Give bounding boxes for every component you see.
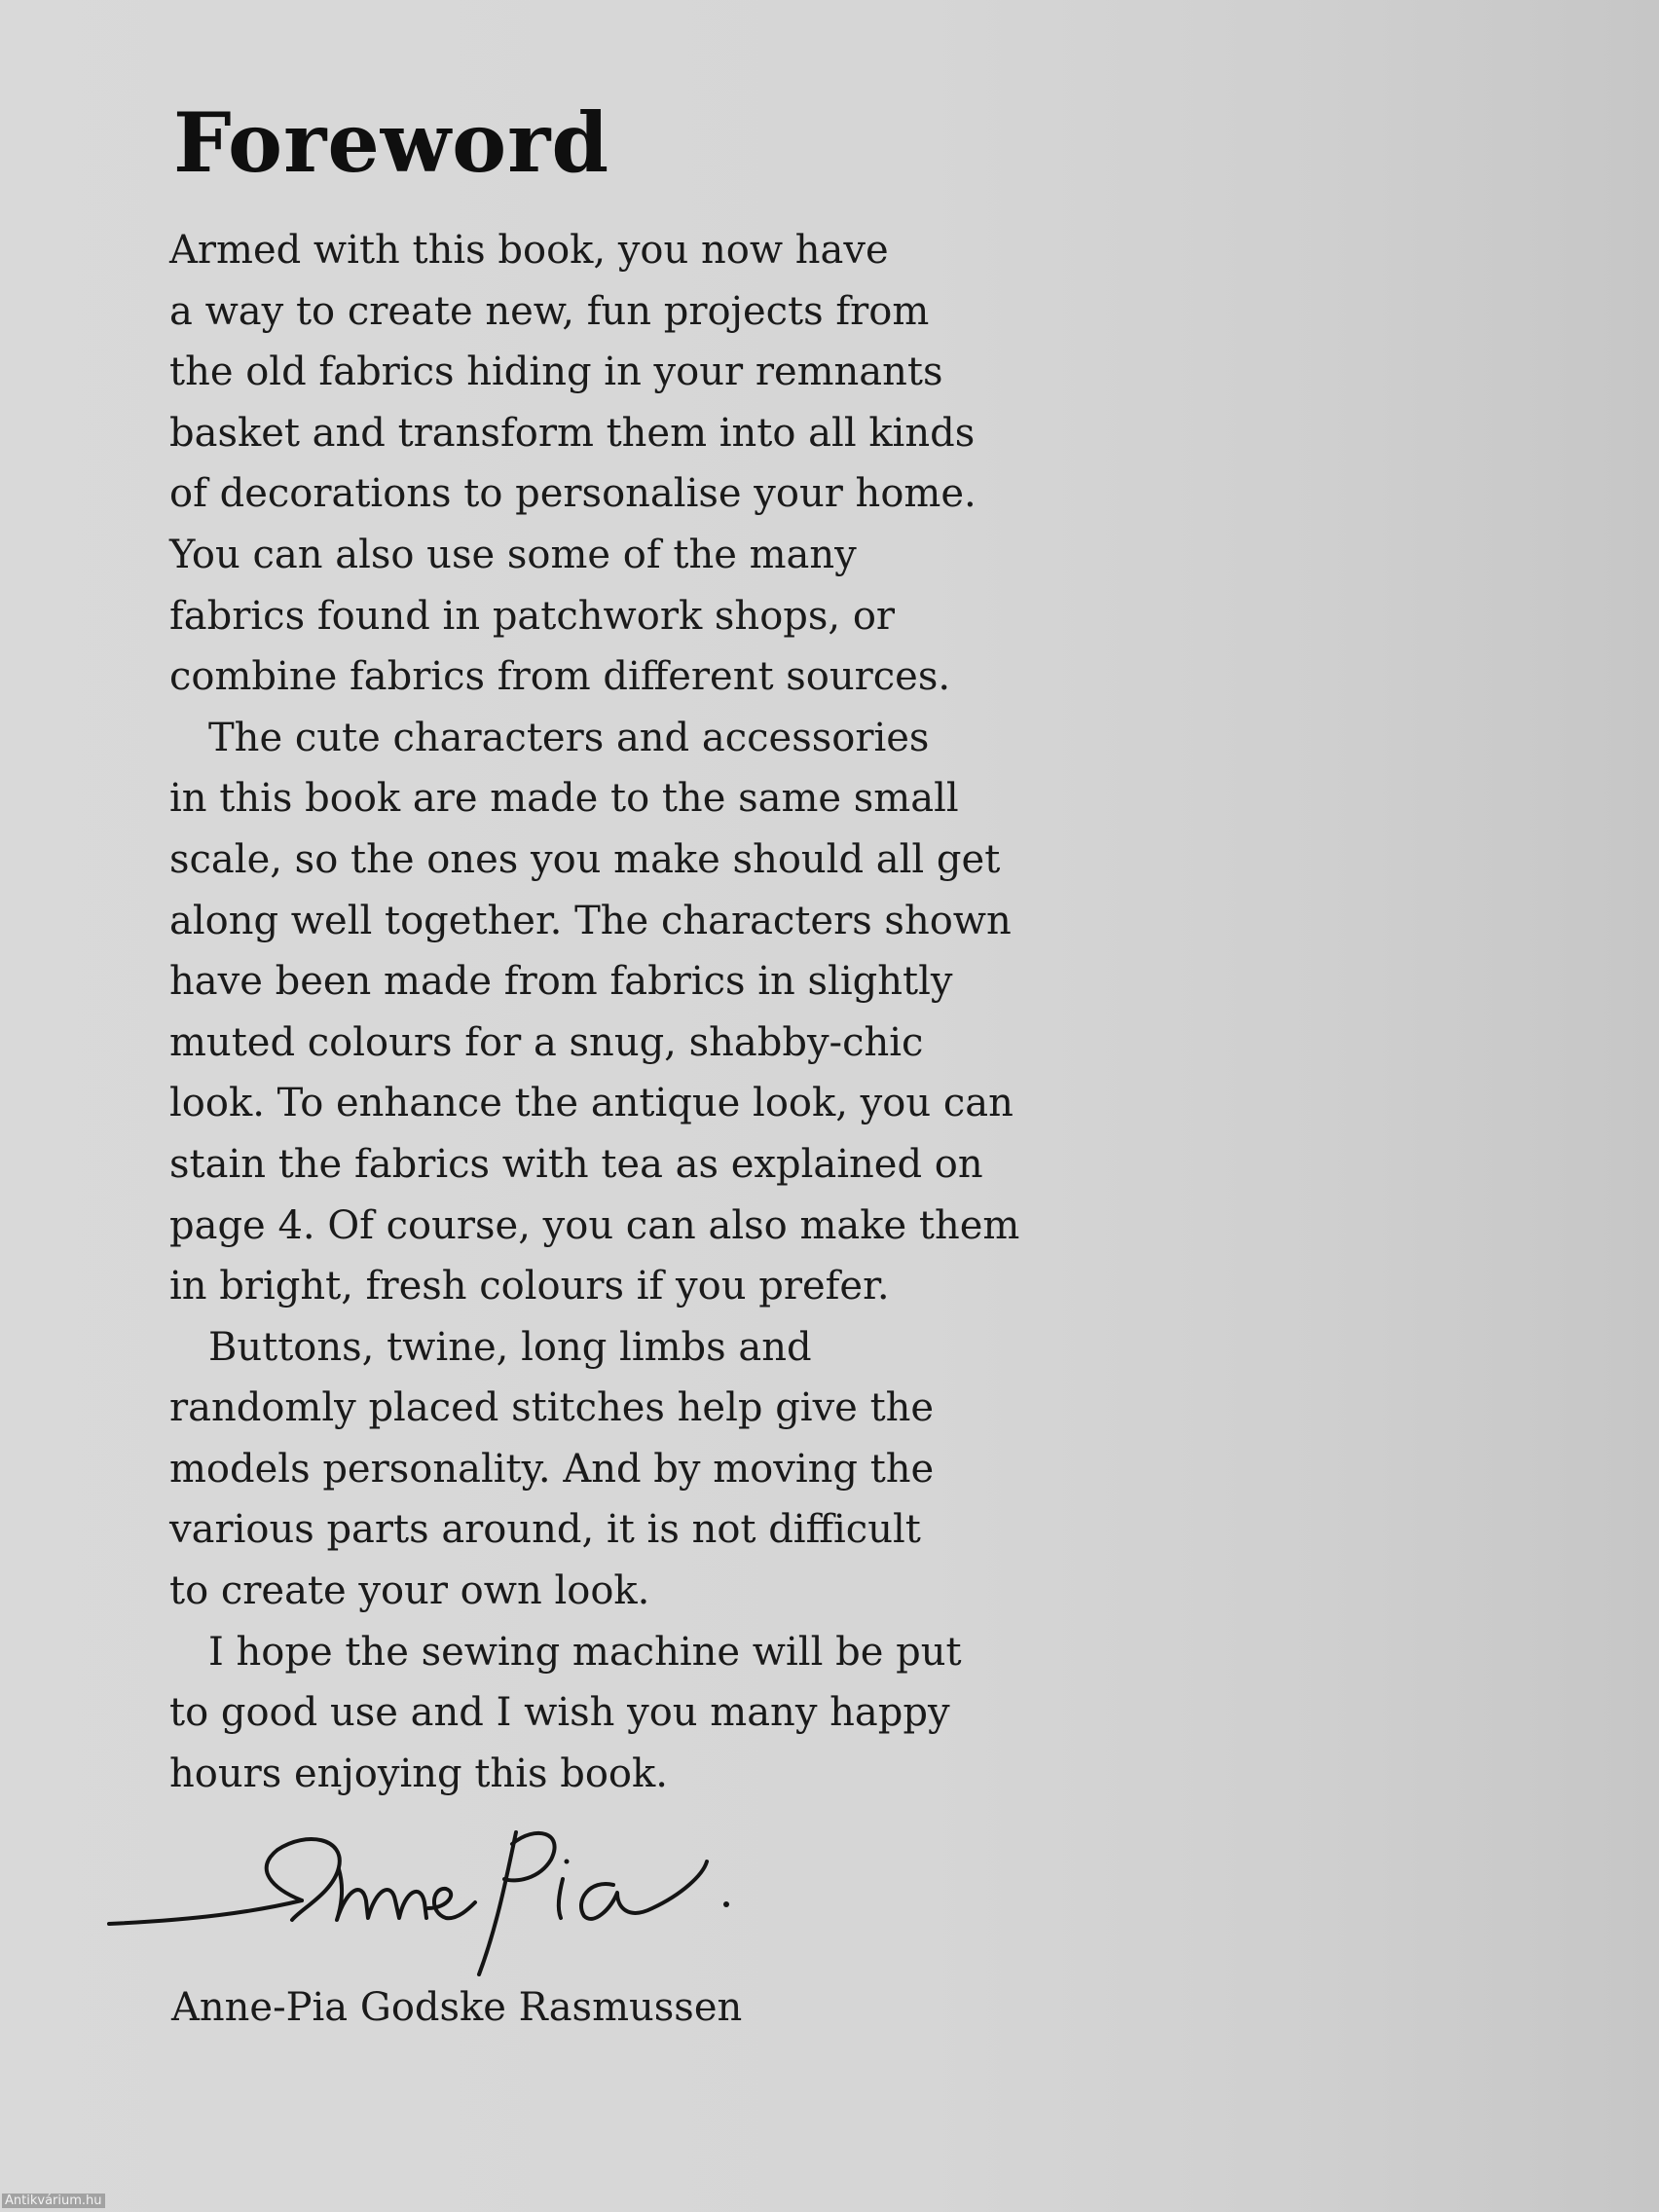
page-title: Foreword [173, 94, 610, 191]
text-line: scale, so the ones you make should all get [169, 836, 1001, 882]
text-line: fabrics found in patchwork shops, or [169, 593, 896, 639]
text-line: in bright, fresh colours if you prefer. [169, 1264, 890, 1309]
text-line: randomly placed stitches help give the [169, 1385, 935, 1431]
text-line: combine fabrics from different sources. [169, 654, 951, 700]
watermark-label: Antikvárium.hu [2, 2194, 105, 2208]
text-line: Buttons, twine, long limbs and [208, 1324, 812, 1370]
text-line: have been made from fabrics in slightly [169, 959, 953, 1005]
text-line: along well together. The characters shown [169, 898, 1012, 943]
signature-image [107, 1811, 808, 1976]
paragraph-3 [169, 1317, 1046, 1622]
text-line: to create your own look. [169, 1568, 650, 1614]
text-line: You can also use some of the many [169, 532, 857, 577]
text-line: The cute characters and accessories [208, 715, 930, 760]
paragraph-1 [169, 220, 1046, 708]
text-line: various parts around, it is not difficult [169, 1507, 921, 1553]
text-line: I hope the sewing machine will be put [208, 1629, 962, 1675]
text-line: a way to create new, fun projects from [169, 288, 930, 334]
text-line: of decorations to personalise your home. [169, 471, 977, 517]
text-line: muted colours for a snug, shabby-chic [169, 1019, 924, 1065]
paragraph-2 [169, 708, 1046, 1317]
text-line: to good use and I wish you many happy [169, 1690, 950, 1736]
text-line: look. To enhance the antique look, you can [169, 1081, 1014, 1126]
text-line: models personality. And by moving the [169, 1446, 935, 1492]
text-line: stain the fabrics with tea as explained on [169, 1141, 983, 1187]
text-line: the old fabrics hiding in your remnants [169, 350, 943, 395]
foreword-body [169, 220, 1046, 1804]
text-line: basket and transform them into all kinds [169, 410, 976, 456]
text-line: in this book are made to the same small [169, 776, 959, 822]
text-line: Armed with this book, you now have [169, 228, 889, 273]
paragraph-4 [169, 1622, 1046, 1805]
text-line: page 4. Of course, you can also make them [169, 1202, 1020, 1248]
text-line: hours enjoying this book. [169, 1751, 668, 1796]
signature-dot [723, 1901, 729, 1907]
author-name: Anne-Pia Godske Rasmussen [171, 1985, 743, 2030]
